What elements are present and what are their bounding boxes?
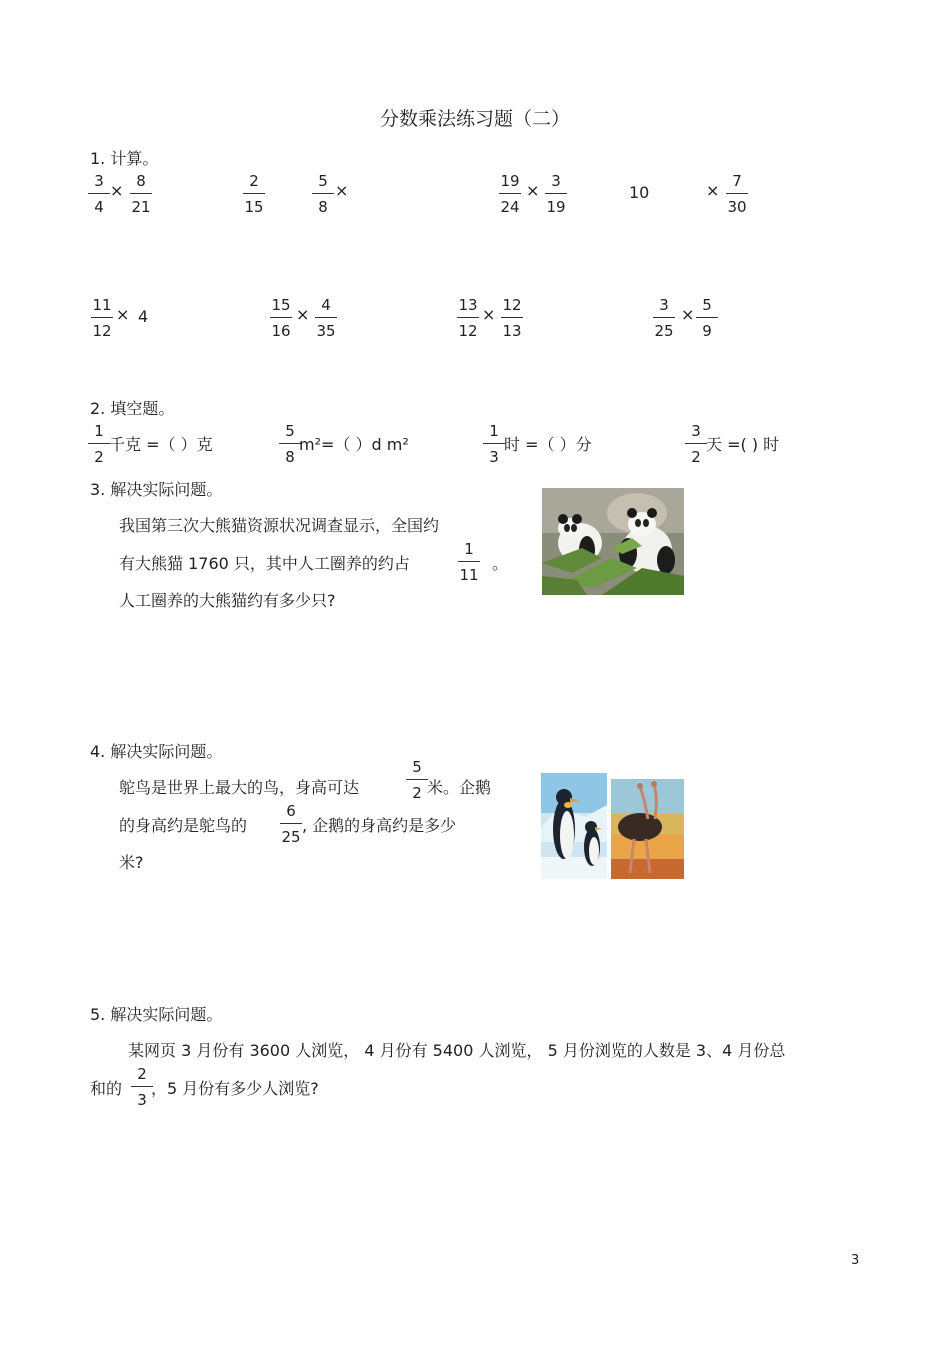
- fraction: 1 3: [481, 421, 507, 467]
- fill-blank-text: 天 =( ) 时: [706, 435, 780, 454]
- whole-number: 10: [629, 183, 650, 202]
- fraction: 2 3: [129, 1064, 155, 1110]
- multiply-sign: ×: [482, 305, 496, 324]
- fraction: 12 13: [502, 296, 522, 340]
- fraction: 3 19: [546, 172, 566, 216]
- q4-line-3: 米?: [119, 853, 144, 872]
- fraction: 5 9: [694, 295, 720, 341]
- q3-line-1: 我国第三次大熊猫资源状况调查显示，全国约: [119, 516, 440, 535]
- penguin-ostrich-image: [540, 767, 685, 880]
- fill-blank-text: 时 =（ ）分: [504, 435, 592, 454]
- fraction: 13 12: [458, 296, 478, 340]
- q2-label: 2. 填空题。: [90, 399, 175, 418]
- q3-line-2: 有大熊猫 1760 只，其中人工圈养的约占: [119, 554, 410, 573]
- fraction: 5 8: [310, 171, 336, 217]
- fraction: 5 2: [404, 757, 430, 803]
- fraction: 5 8: [277, 421, 303, 467]
- multiply-sign: ×: [110, 181, 124, 200]
- q1-label: 1. 计算。: [90, 149, 159, 168]
- multiply-sign: ×: [706, 181, 720, 200]
- q3-line-3: 人工圈养的大熊猫约有多少只?: [119, 591, 336, 610]
- multiply-sign: ×: [526, 181, 540, 200]
- fraction: 3 4: [86, 171, 112, 217]
- q4-line-1b: 米。企鹅: [427, 778, 492, 797]
- multiply-sign: ×: [681, 305, 695, 324]
- whole-number: 4: [138, 307, 149, 326]
- fraction: 7 30: [727, 172, 747, 216]
- page-number: 3: [851, 1253, 860, 1268]
- fraction: 1 2: [86, 421, 112, 467]
- page-title: 分数乘法练习题（二）: [379, 108, 570, 130]
- fill-blank-text: m²=（ ）d m²: [299, 435, 409, 454]
- q4-line-2a: 的身高约是鸵鸟的: [119, 816, 248, 835]
- fraction: 1 11: [459, 540, 479, 584]
- multiply-sign: ×: [335, 181, 349, 200]
- q4-line-2b: , 企鹅的身高约是多少: [302, 816, 457, 835]
- fraction: 4 35: [316, 296, 336, 340]
- q4-line-1a: 鸵鸟是世界上最大的鸟，身高可达: [119, 778, 360, 797]
- fraction: 6 25: [281, 802, 301, 846]
- q5-label: 5. 解决实际问题。: [90, 1005, 223, 1024]
- panda-image: [542, 488, 684, 595]
- multiply-sign: ×: [116, 305, 130, 324]
- fraction: 3 25: [654, 296, 674, 340]
- fraction: 11 12: [92, 296, 112, 340]
- q5-line-2a: 和的: [90, 1079, 123, 1098]
- fraction: 2 15: [244, 172, 264, 216]
- fraction: 15 16: [271, 296, 291, 340]
- fraction: 3 2: [683, 421, 709, 467]
- fraction: 19 24: [500, 172, 520, 216]
- fraction: 8 21: [131, 172, 151, 216]
- multiply-sign: ×: [296, 305, 310, 324]
- q3-label: 3. 解决实际问题。: [90, 480, 223, 499]
- fill-blank-text: 千克 =（ ）克: [109, 435, 213, 454]
- q4-label: 4. 解决实际问题。: [90, 742, 223, 761]
- q5-line-2b: ，5 月份有多少人浏览?: [151, 1079, 319, 1098]
- q5-line-1: 某网页 3 月份有 3600 人浏览， 4 月份有 5400 人浏览， 5 月份浏览的人数是 3、4 月份总: [128, 1041, 786, 1060]
- q3-period: 。: [492, 554, 509, 573]
